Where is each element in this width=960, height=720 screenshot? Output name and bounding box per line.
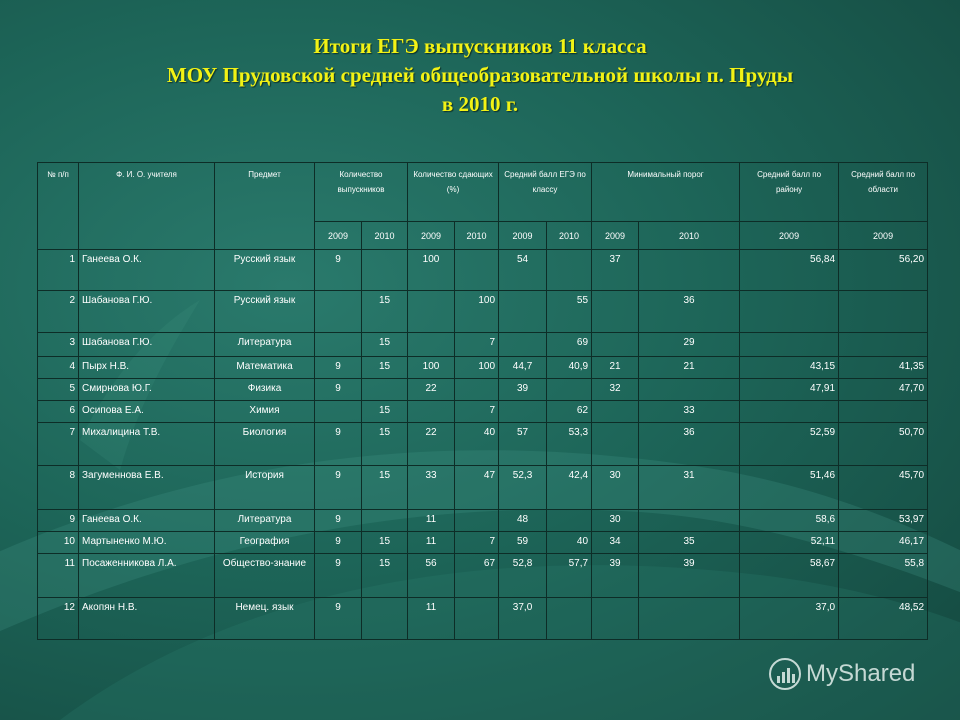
cell-r09: 45,70 bbox=[839, 466, 928, 510]
cell-a10 bbox=[547, 598, 592, 640]
cell-a09: 48 bbox=[499, 510, 547, 532]
cell-t09: 100 bbox=[408, 357, 455, 379]
cell-n: 7 bbox=[38, 423, 79, 466]
cell-subject: Математика bbox=[215, 357, 315, 379]
cell-a09: 54 bbox=[499, 250, 547, 291]
year-cell: 2009 bbox=[740, 222, 839, 250]
cell-t09: 22 bbox=[408, 379, 455, 401]
cell-m09: 34 bbox=[592, 532, 639, 554]
cell-t09: 100 bbox=[408, 250, 455, 291]
cell-d09: 51,46 bbox=[740, 466, 839, 510]
cell-t09: 11 bbox=[408, 532, 455, 554]
cell-g09: 9 bbox=[315, 466, 362, 510]
title-line-2: МОУ Прудовской средней общеобразовательной школы п. Пруды bbox=[166, 63, 794, 87]
cell-m10: 36 bbox=[639, 423, 740, 466]
header-avg-region: Средний балл по области bbox=[839, 163, 928, 222]
cell-t10 bbox=[455, 598, 499, 640]
title-line-1: Итоги ЕГЭ выпускников 11 класса bbox=[313, 34, 647, 58]
cell-g09: 9 bbox=[315, 250, 362, 291]
cell-t10: 100 bbox=[455, 291, 499, 333]
cell-g09: 9 bbox=[315, 598, 362, 640]
cell-n: 11 bbox=[38, 554, 79, 598]
cell-n: 6 bbox=[38, 401, 79, 423]
cell-a10: 69 bbox=[547, 333, 592, 357]
table-row bbox=[38, 598, 928, 640]
cell-d09: 47,91 bbox=[740, 379, 839, 401]
year-cell: 2010 bbox=[547, 222, 592, 250]
cell-teacher: Акопян Н.В. bbox=[79, 598, 215, 640]
cell-d09: 58,67 bbox=[740, 554, 839, 598]
cell-t10: 67 bbox=[455, 554, 499, 598]
cell-a09: 59 bbox=[499, 532, 547, 554]
table-body bbox=[38, 250, 928, 640]
cell-d09: 37,0 bbox=[740, 598, 839, 640]
cell-r09 bbox=[839, 333, 928, 357]
cell-g09: 9 bbox=[315, 357, 362, 379]
cell-t10: 7 bbox=[455, 401, 499, 423]
cell-r09: 50,70 bbox=[839, 423, 928, 466]
cell-n: 10 bbox=[38, 532, 79, 554]
cell-teacher: Шабанова Г.Ю. bbox=[79, 291, 215, 333]
table-row bbox=[38, 532, 928, 554]
cell-m10: 21 bbox=[639, 357, 740, 379]
header-min-threshold: Минимальный порог bbox=[592, 163, 740, 222]
cell-teacher: Мартыненко М.Ю. bbox=[79, 532, 215, 554]
header-avg-district: Средний балл по району bbox=[740, 163, 839, 222]
cell-t10: 7 bbox=[455, 532, 499, 554]
cell-r09 bbox=[839, 291, 928, 333]
cell-m09 bbox=[592, 598, 639, 640]
cell-a10: 42,4 bbox=[547, 466, 592, 510]
cell-g09 bbox=[315, 401, 362, 423]
cell-m09 bbox=[592, 291, 639, 333]
cell-g09: 9 bbox=[315, 379, 362, 401]
cell-t10 bbox=[455, 379, 499, 401]
cell-m10 bbox=[639, 250, 740, 291]
cell-t09: 11 bbox=[408, 598, 455, 640]
cell-r09: 53,97 bbox=[839, 510, 928, 532]
cell-n: 5 bbox=[38, 379, 79, 401]
cell-a10: 40,9 bbox=[547, 357, 592, 379]
cell-g10 bbox=[362, 379, 408, 401]
cell-d09 bbox=[740, 333, 839, 357]
cell-r09: 47,70 bbox=[839, 379, 928, 401]
cell-t10: 40 bbox=[455, 423, 499, 466]
cell-subject: Литература bbox=[215, 333, 315, 357]
cell-g09 bbox=[315, 333, 362, 357]
cell-t10: 100 bbox=[455, 357, 499, 379]
cell-d09: 56,84 bbox=[740, 250, 839, 291]
cell-g09: 9 bbox=[315, 510, 362, 532]
year-cell: 2010 bbox=[455, 222, 499, 250]
table-row bbox=[38, 357, 928, 379]
cell-subject: Немец. язык bbox=[215, 598, 315, 640]
cell-g09: 9 bbox=[315, 423, 362, 466]
table-row bbox=[38, 466, 928, 510]
cell-g10: 15 bbox=[362, 357, 408, 379]
cell-subject: Русский язык bbox=[215, 250, 315, 291]
cell-t10 bbox=[455, 250, 499, 291]
watermark bbox=[768, 656, 915, 692]
cell-m10 bbox=[639, 598, 740, 640]
cell-r09: 55,8 bbox=[839, 554, 928, 598]
cell-a09: 52,8 bbox=[499, 554, 547, 598]
cell-n: 3 bbox=[38, 333, 79, 357]
year-cell: 2009 bbox=[408, 222, 455, 250]
cell-g10 bbox=[362, 510, 408, 532]
cell-t09: 33 bbox=[408, 466, 455, 510]
cell-n: 9 bbox=[38, 510, 79, 532]
cell-teacher: Загуменнова Е.В. bbox=[79, 466, 215, 510]
cell-d09: 43,15 bbox=[740, 357, 839, 379]
cell-a09 bbox=[499, 333, 547, 357]
cell-m09: 30 bbox=[592, 510, 639, 532]
cell-d09: 58,6 bbox=[740, 510, 839, 532]
cell-m09: 32 bbox=[592, 379, 639, 401]
cell-t09: 56 bbox=[408, 554, 455, 598]
header-teacher: Ф. И. О. учителя bbox=[79, 163, 215, 250]
cell-g10: 15 bbox=[362, 532, 408, 554]
table-row bbox=[38, 379, 928, 401]
cell-a09: 44,7 bbox=[499, 357, 547, 379]
cell-g09 bbox=[315, 291, 362, 333]
cell-d09 bbox=[740, 291, 839, 333]
cell-a10 bbox=[547, 379, 592, 401]
header-avg-school: Средний балл ЕГЭ по классу bbox=[499, 163, 592, 222]
cell-a10 bbox=[547, 250, 592, 291]
cell-n: 12 bbox=[38, 598, 79, 640]
cell-m09: 37 bbox=[592, 250, 639, 291]
cell-subject: География bbox=[215, 532, 315, 554]
cell-r09: 48,52 bbox=[839, 598, 928, 640]
cell-m09: 30 bbox=[592, 466, 639, 510]
cell-subject: Русский язык bbox=[215, 291, 315, 333]
cell-n: 4 bbox=[38, 357, 79, 379]
year-cell: 2009 bbox=[839, 222, 928, 250]
cell-subject: Биология bbox=[215, 423, 315, 466]
cell-g10: 15 bbox=[362, 466, 408, 510]
year-cell: 2009 bbox=[499, 222, 547, 250]
cell-t09: 22 bbox=[408, 423, 455, 466]
cell-a10 bbox=[547, 510, 592, 532]
cell-teacher: Шабанова Г.Ю. bbox=[79, 333, 215, 357]
cell-m10: 29 bbox=[639, 333, 740, 357]
cell-subject: Химия bbox=[215, 401, 315, 423]
year-cell: 2010 bbox=[639, 222, 740, 250]
cell-teacher: Ганеева О.К. bbox=[79, 510, 215, 532]
cell-t10: 47 bbox=[455, 466, 499, 510]
cell-r09: 56,20 bbox=[839, 250, 928, 291]
cell-teacher: Ганеева О.К. bbox=[79, 250, 215, 291]
cell-n: 1 bbox=[38, 250, 79, 291]
cell-g09: 9 bbox=[315, 532, 362, 554]
cell-m10 bbox=[639, 379, 740, 401]
table-row bbox=[38, 423, 928, 466]
cell-t09 bbox=[408, 333, 455, 357]
cell-m09 bbox=[592, 401, 639, 423]
cell-m10: 35 bbox=[639, 532, 740, 554]
cell-a10: 53,3 bbox=[547, 423, 592, 466]
cell-teacher: Осипова Е.А. bbox=[79, 401, 215, 423]
cell-g10 bbox=[362, 598, 408, 640]
cell-t09: 11 bbox=[408, 510, 455, 532]
year-cell: 2009 bbox=[592, 222, 639, 250]
cell-a10: 55 bbox=[547, 291, 592, 333]
cell-t10: 7 bbox=[455, 333, 499, 357]
table-row bbox=[38, 510, 928, 532]
cell-g10 bbox=[362, 250, 408, 291]
cell-subject: Физика bbox=[215, 379, 315, 401]
results-table bbox=[37, 162, 928, 640]
cell-teacher: Посаженникова Л.А. bbox=[79, 554, 215, 598]
cell-m10 bbox=[639, 510, 740, 532]
cell-g09: 9 bbox=[315, 554, 362, 598]
table-row bbox=[38, 250, 928, 291]
cell-teacher: Смирнова Ю.Г. bbox=[79, 379, 215, 401]
cell-g10: 15 bbox=[362, 554, 408, 598]
cell-t09 bbox=[408, 291, 455, 333]
cell-r09: 46,17 bbox=[839, 532, 928, 554]
header-graduates: Количество выпускников bbox=[315, 163, 408, 222]
cell-a09: 57 bbox=[499, 423, 547, 466]
cell-m09: 39 bbox=[592, 554, 639, 598]
cell-m10: 33 bbox=[639, 401, 740, 423]
cell-r09 bbox=[839, 401, 928, 423]
title-line-3: в 2010 г. bbox=[441, 92, 519, 116]
table-row bbox=[38, 554, 928, 598]
cell-t10 bbox=[455, 510, 499, 532]
cell-t09 bbox=[408, 401, 455, 423]
cell-a10: 57,7 bbox=[547, 554, 592, 598]
cell-m09: 21 bbox=[592, 357, 639, 379]
table-row bbox=[38, 333, 928, 357]
cell-m10: 36 bbox=[639, 291, 740, 333]
cell-n: 2 bbox=[38, 291, 79, 333]
header-row bbox=[38, 163, 928, 222]
cell-g10: 15 bbox=[362, 333, 408, 357]
cell-subject: История bbox=[215, 466, 315, 510]
table-row bbox=[38, 401, 928, 423]
cell-m09 bbox=[592, 423, 639, 466]
cell-g10: 15 bbox=[362, 423, 408, 466]
myshared-logo-icon bbox=[768, 657, 802, 691]
cell-a09: 39 bbox=[499, 379, 547, 401]
cell-m10: 31 bbox=[639, 466, 740, 510]
cell-n: 8 bbox=[38, 466, 79, 510]
cell-a09: 37,0 bbox=[499, 598, 547, 640]
cell-r09: 41,35 bbox=[839, 357, 928, 379]
cell-d09: 52,11 bbox=[740, 532, 839, 554]
cell-a09 bbox=[499, 291, 547, 333]
header-num: № п/п bbox=[38, 163, 79, 250]
cell-g10: 15 bbox=[362, 291, 408, 333]
cell-g10: 15 bbox=[362, 401, 408, 423]
header-subject: Предмет bbox=[215, 163, 315, 250]
year-cell: 2010 bbox=[362, 222, 408, 250]
cell-subject: Общество-знание bbox=[215, 554, 315, 598]
cell-a10: 62 bbox=[547, 401, 592, 423]
cell-m09 bbox=[592, 333, 639, 357]
cell-teacher: Михалицина Т.В. bbox=[79, 423, 215, 466]
cell-a09 bbox=[499, 401, 547, 423]
cell-subject: Литература bbox=[215, 510, 315, 532]
year-cell: 2009 bbox=[315, 222, 362, 250]
cell-d09 bbox=[740, 401, 839, 423]
cell-a09: 52,3 bbox=[499, 466, 547, 510]
header-takers: Количество сдающих (%) bbox=[408, 163, 499, 222]
cell-teacher: Пырх Н.В. bbox=[79, 357, 215, 379]
cell-m10: 39 bbox=[639, 554, 740, 598]
table-row bbox=[38, 291, 928, 333]
watermark-text: MyShared bbox=[806, 660, 916, 687]
cell-a10: 40 bbox=[547, 532, 592, 554]
cell-d09: 52,59 bbox=[740, 423, 839, 466]
